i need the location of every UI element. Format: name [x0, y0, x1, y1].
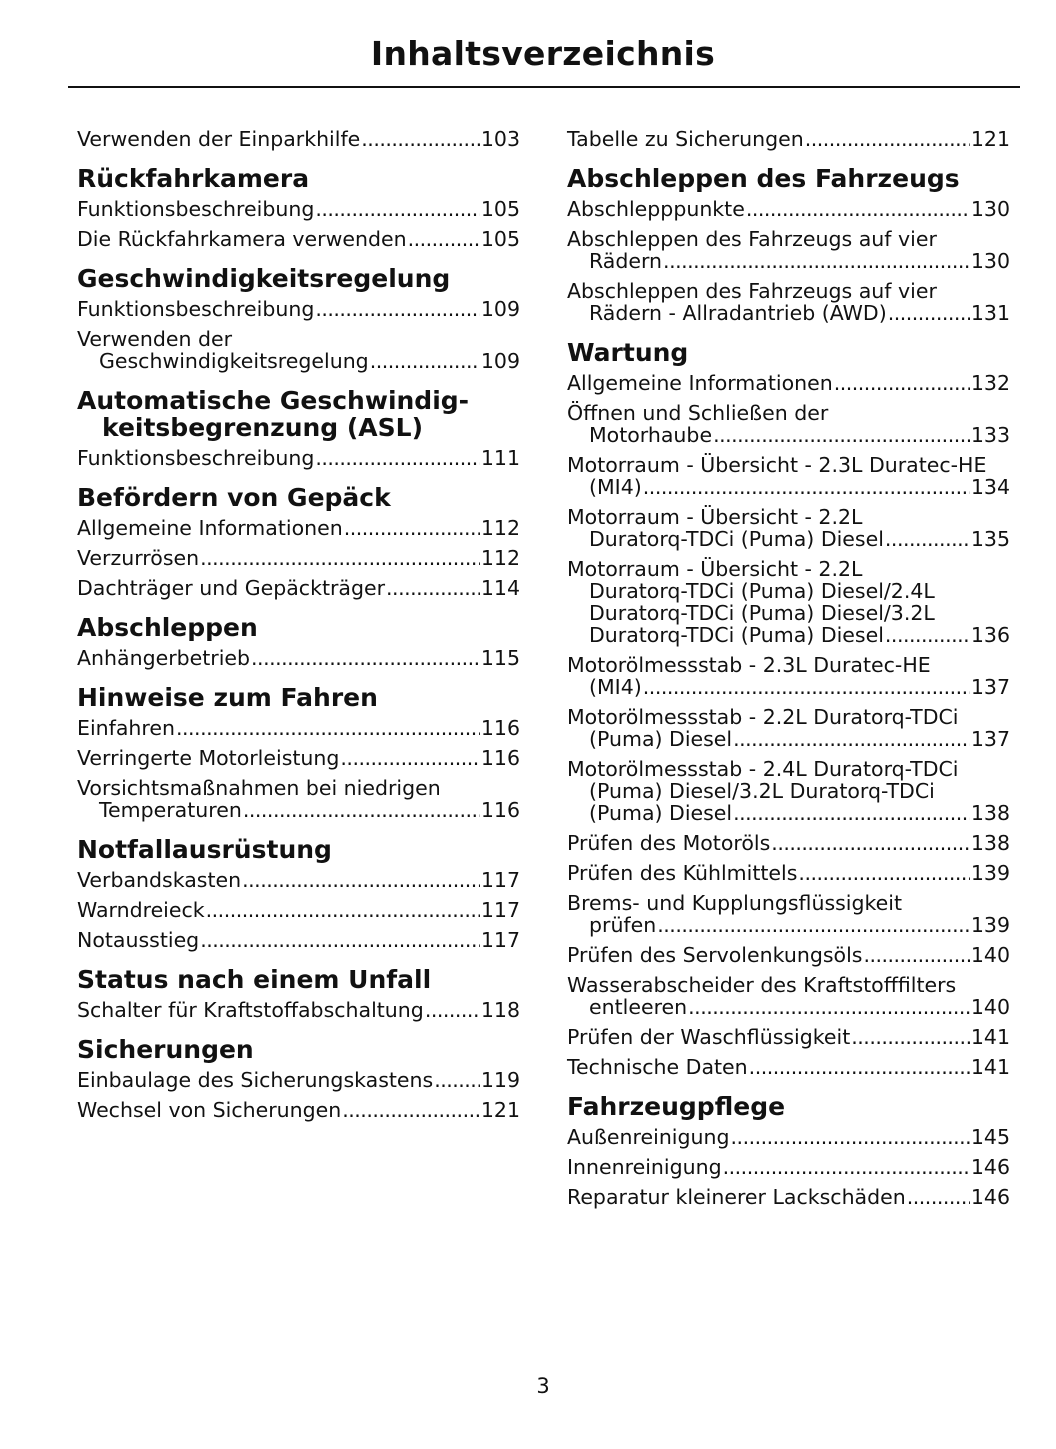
toc-entry[interactable] [77, 228, 520, 250]
toc-entry[interactable] [567, 944, 1010, 966]
toc-entry-text: Einbaulage des Sicherungskastens [77, 1068, 434, 1092]
toc-page-number: 115 [480, 646, 520, 670]
toc-entry-text: Duratorq-TDCi (Puma) Diesel [589, 623, 884, 647]
toc-page-number: 117 [480, 898, 520, 922]
toc-entry[interactable] [77, 328, 520, 372]
toc-page-number: 118 [480, 998, 520, 1022]
toc-entry[interactable] [77, 747, 520, 769]
toc-entry[interactable] [567, 892, 1010, 936]
dot-leader [851, 1026, 970, 1048]
dot-leader [733, 802, 970, 824]
toc-entry[interactable] [567, 758, 1010, 824]
toc-page-number: 145 [970, 1125, 1010, 1149]
dot-leader [863, 944, 969, 966]
toc-entry-text: Wasserabscheider des Kraftstofffilters [567, 973, 957, 997]
toc-entry-text: (Puma) Diesel [589, 801, 733, 825]
toc-entry-text: Abschleppen des Fahrzeugs auf vier [567, 279, 937, 303]
dot-leader [206, 899, 480, 921]
section-heading-line: Automatische Geschwindig- [77, 386, 470, 415]
dot-leader [733, 728, 970, 750]
toc-page-number: 140 [970, 995, 1010, 1019]
toc-entry-text: Temperaturen [99, 798, 242, 822]
toc-entry-text: entleeren [589, 995, 688, 1019]
toc-entry[interactable] [567, 1056, 1010, 1078]
toc-page-number: 103 [480, 127, 520, 151]
section-heading-line: Notfallausrüstung [77, 835, 332, 864]
toc-entry-text: Funktionsbeschreibung [77, 297, 315, 321]
toc-entry-text: (Puma) Diesel [589, 727, 733, 751]
toc-entry-text: Duratorq-TDCi (Puma) Diesel [589, 527, 884, 551]
toc-entry-text: Öffnen und Schließen der [567, 401, 829, 425]
dot-leader [749, 1056, 970, 1078]
toc-entry[interactable] [567, 1186, 1010, 1208]
toc-page-number: 114 [480, 576, 520, 600]
section-heading [77, 165, 520, 192]
toc-entry[interactable] [567, 198, 1010, 220]
dot-leader [643, 476, 970, 498]
dot-leader [643, 676, 970, 698]
toc-entry-text: Geschwindigkeitsregelung [99, 349, 369, 373]
toc-page-number: 117 [480, 868, 520, 892]
section-heading [77, 1036, 520, 1063]
dot-leader [386, 577, 480, 599]
toc-page-number: 119 [480, 1068, 520, 1092]
toc-page-number: 141 [970, 1055, 1010, 1079]
toc-page-number: 130 [970, 197, 1010, 221]
toc-entry-text: Motorölmessstab - 2.2L Duratorq-TDCi [567, 705, 959, 729]
toc-entry-text: Rädern [589, 249, 663, 273]
toc-entry-text: Vorsichtsmaßnahmen bei niedrigen [77, 776, 441, 800]
section-heading-line: Wartung [567, 338, 689, 367]
toc-page-number: 137 [970, 727, 1010, 751]
toc-entry-text: Die Rückfahrkamera verwenden [77, 227, 407, 251]
toc-page-number: 130 [970, 249, 1010, 273]
toc-entry-text: Motorölmessstab - 2.4L Duratorq-TDCi [567, 757, 959, 781]
toc-entry-text: (MI4) [589, 475, 642, 499]
toc-page-number: 131 [970, 301, 1010, 325]
toc-section [77, 265, 520, 372]
toc-entry[interactable] [77, 128, 520, 150]
toc-entry-text: Prüfen des Servolenkungsöls [567, 943, 863, 967]
toc-page-number: 111 [480, 446, 520, 470]
toc-entry-text: Motorraum - Übersicht - 2.2L [567, 557, 863, 581]
toc-entry-text: Warndreieck [77, 898, 205, 922]
toc-page-number: 132 [970, 371, 1010, 395]
toc-section [77, 614, 520, 669]
toc-entry-text: Verwenden der [77, 327, 233, 351]
dot-leader [315, 198, 480, 220]
toc-entry-text: Allgemeine Informationen [567, 371, 833, 395]
section-heading [77, 966, 520, 993]
dot-leader [315, 447, 480, 469]
toc-section [567, 339, 1010, 1078]
toc-section [77, 836, 520, 951]
toc-entry-text: Außenreinigung [567, 1125, 730, 1149]
toc-entry[interactable] [77, 899, 520, 921]
dot-leader [888, 302, 970, 324]
toc-entry-text: Funktionsbeschreibung [77, 446, 315, 470]
dot-leader [242, 869, 480, 891]
section-heading [567, 1093, 1010, 1120]
toc-entry[interactable] [567, 706, 1010, 750]
dot-leader [342, 1099, 480, 1121]
section-heading [567, 339, 1010, 366]
toc-entry[interactable] [77, 999, 520, 1021]
toc-section [77, 128, 520, 150]
section-heading-line: Abschleppen des Fahrzeugs [567, 164, 960, 193]
toc-entry-text: Motorhaube [589, 423, 713, 447]
toc-entry[interactable] [567, 228, 1010, 272]
dot-leader [361, 128, 480, 150]
toc-section [77, 387, 520, 469]
toc-entry-text: Verbandskasten [77, 868, 242, 892]
dot-leader [370, 350, 480, 372]
section-heading [77, 836, 520, 863]
toc-entry-text: Abschlepppunkte [567, 197, 745, 221]
dot-leader [834, 372, 970, 394]
toc-page-number: 135 [970, 527, 1010, 551]
title-divider [68, 86, 1020, 88]
toc-page-number: 138 [970, 801, 1010, 825]
toc-entry[interactable] [567, 506, 1010, 550]
dot-leader [200, 547, 480, 569]
toc-entry-text: Motorraum - Übersicht - 2.3L Duratec-HE [567, 453, 987, 477]
toc-entry[interactable] [77, 1069, 520, 1091]
toc-page-number: 116 [480, 746, 520, 770]
section-heading [77, 387, 520, 441]
toc-entry-text: Technische Daten [567, 1055, 748, 1079]
dot-leader [344, 517, 480, 539]
toc-entry-text: Notausstieg [77, 928, 200, 952]
dot-leader [657, 914, 970, 936]
toc-entry-text: prüfen [589, 913, 657, 937]
toc-entry-text: Duratorq-TDCi (Puma) Diesel/2.4L [589, 579, 935, 603]
toc-entry[interactable] [567, 974, 1010, 1018]
dot-leader [688, 996, 970, 1018]
toc-entry-text: Prüfen der Waschflüssigkeit [567, 1025, 851, 1049]
toc-page-number: 109 [480, 297, 520, 321]
toc-section [77, 966, 520, 1021]
section-heading-line: Geschwindigkeitsregelung [77, 264, 451, 293]
dot-leader [805, 128, 970, 150]
toc-entry[interactable] [77, 777, 520, 821]
page-title: Inhaltsverzeichnis [370, 34, 716, 73]
toc-section [567, 1093, 1010, 1208]
section-heading [77, 484, 520, 511]
dot-leader [746, 198, 970, 220]
toc-entry-text: Einfahren [77, 716, 175, 740]
toc-entry[interactable] [77, 517, 520, 539]
toc-entry[interactable] [567, 128, 1010, 150]
toc-page-number: 137 [970, 675, 1010, 699]
dot-leader [798, 862, 969, 884]
toc-page-number: 146 [970, 1185, 1010, 1209]
toc-entry[interactable] [77, 298, 520, 320]
toc-entry-text: Anhängerbetrieb [77, 646, 251, 670]
toc-section [77, 1036, 520, 1121]
toc-entry[interactable] [567, 1026, 1010, 1048]
toc-section [567, 128, 1010, 150]
toc-entry[interactable] [77, 869, 520, 891]
dot-leader [200, 929, 480, 951]
dot-leader [434, 1069, 480, 1091]
toc-left-column [77, 128, 520, 1136]
toc-entry-text: Brems- und Kupplungsflüssigkeit [567, 891, 903, 915]
dot-leader [251, 647, 480, 669]
toc-entry-text: Verzurrösen [77, 546, 200, 570]
toc-page-number: 136 [970, 623, 1010, 647]
toc-page-number: 109 [480, 349, 520, 373]
toc-entry[interactable] [567, 1126, 1010, 1148]
toc-entry-text: Prüfen des Kühlmittels [567, 861, 798, 885]
toc-entry[interactable] [77, 577, 520, 599]
toc-entry-text: (Puma) Diesel/3.2L Duratorq-TDCi [589, 779, 935, 803]
toc-entry-text: Rädern - Allradantrieb (AWD) [589, 301, 887, 325]
toc-entry[interactable] [567, 402, 1010, 446]
dot-leader [425, 999, 480, 1021]
toc-entry-text: Verwenden der Einparkhilfe [77, 127, 361, 151]
toc-entry-text: Tabelle zu Sicherungen [567, 127, 804, 151]
toc-entry[interactable] [77, 447, 520, 469]
toc-entry-text: Dachträger und Gepäckträger [77, 576, 386, 600]
toc-right-column [567, 128, 1010, 1223]
section-heading [77, 614, 520, 641]
toc-entry[interactable] [77, 717, 520, 739]
toc-page-number: 105 [480, 197, 520, 221]
section-heading-line: Hinweise zum Fahren [77, 683, 378, 712]
dot-leader [885, 528, 970, 550]
dot-leader [885, 624, 970, 646]
toc-section [77, 484, 520, 599]
section-heading [567, 165, 1010, 192]
dot-leader [907, 1186, 970, 1208]
page-number: 3 [536, 1374, 550, 1398]
toc-entry[interactable] [567, 654, 1010, 698]
dot-leader [243, 799, 480, 821]
toc-entry-text: Wechsel von Sicherungen [77, 1098, 342, 1122]
section-heading-line: Abschleppen [77, 613, 258, 642]
section-heading-line: Sicherungen [77, 1035, 254, 1064]
section-heading-line: Befördern von Gepäck [77, 483, 391, 512]
dot-leader [723, 1156, 970, 1178]
toc-section [77, 684, 520, 821]
toc-entry[interactable] [77, 547, 520, 569]
toc-entry-text: Verringerte Motorleistung [77, 746, 340, 770]
toc-page-number: 121 [480, 1098, 520, 1122]
toc-page-number: 139 [970, 913, 1010, 937]
toc-entry[interactable] [77, 1099, 520, 1121]
dot-leader [315, 298, 480, 320]
section-heading-line: Rückfahrkamera [77, 164, 310, 193]
dot-leader [340, 747, 479, 769]
section-heading [77, 265, 520, 292]
dot-leader [731, 1126, 970, 1148]
toc-entry[interactable] [567, 558, 1010, 646]
toc-entry[interactable] [567, 280, 1010, 324]
dot-leader [771, 832, 970, 854]
toc-entry[interactable] [567, 372, 1010, 394]
toc-entry-text: Schalter für Kraftstoffabschaltung [77, 998, 424, 1022]
toc-entry-text: Abschleppen des Fahrzeugs auf vier [567, 227, 937, 251]
toc-page-number: 140 [970, 943, 1010, 967]
toc-page-number: 121 [970, 127, 1010, 151]
toc-page-number: 112 [480, 546, 520, 570]
section-heading-line: keitsbegrenzung (ASL) [102, 413, 424, 442]
toc-entry-text: Prüfen des Motoröls [567, 831, 771, 855]
toc-page-number: 133 [970, 423, 1010, 447]
toc-entry[interactable] [567, 862, 1010, 884]
toc-entry-text: Innenreinigung [567, 1155, 722, 1179]
toc-section [567, 165, 1010, 324]
toc-entry-text: Duratorq-TDCi (Puma) Diesel/3.2L [589, 601, 935, 625]
dot-leader [176, 717, 480, 739]
toc-entry-text: Allgemeine Informationen [77, 516, 343, 540]
toc-entry-text: (MI4) [589, 675, 642, 699]
toc-page-number: 117 [480, 928, 520, 952]
toc-page-number: 105 [480, 227, 520, 251]
toc-page-number: 139 [970, 861, 1010, 885]
toc-page-number: 146 [970, 1155, 1010, 1179]
toc-entry-text: Motorraum - Übersicht - 2.2L [567, 505, 863, 529]
toc-entry[interactable] [77, 647, 520, 669]
toc-page-number: 138 [970, 831, 1010, 855]
toc-entry[interactable] [77, 929, 520, 951]
toc-entry[interactable] [567, 832, 1010, 854]
toc-page-number: 141 [970, 1025, 1010, 1049]
toc-entry[interactable] [567, 1156, 1010, 1178]
toc-page-number: 134 [970, 475, 1010, 499]
toc-entry-text: Reparatur kleinerer Lackschäden [567, 1185, 906, 1209]
toc-page-number: 116 [480, 798, 520, 822]
section-heading-line: Status nach einem Unfall [77, 965, 432, 994]
toc-page-number: 116 [480, 716, 520, 740]
toc-entry-text: Funktionsbeschreibung [77, 197, 315, 221]
section-heading-line: Fahrzeugpflege [567, 1092, 786, 1121]
toc-entry[interactable] [567, 454, 1010, 498]
dot-leader [408, 228, 480, 250]
dot-leader [713, 424, 970, 446]
toc-section [77, 165, 520, 250]
dot-leader [663, 250, 970, 272]
toc-page-number: 112 [480, 516, 520, 540]
toc-entry[interactable] [77, 198, 520, 220]
section-heading [77, 684, 520, 711]
toc-entry-text: Motorölmessstab - 2.3L Duratec-HE [567, 653, 931, 677]
